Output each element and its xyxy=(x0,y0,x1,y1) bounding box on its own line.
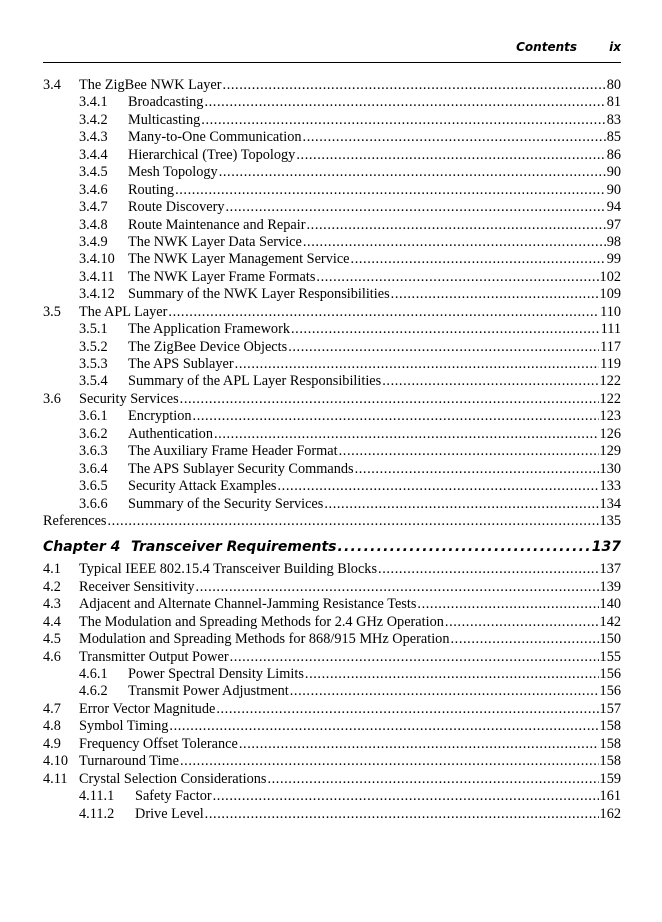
dot-leader xyxy=(303,234,606,251)
entry-number: 4.6.1 xyxy=(79,666,108,682)
entry-page-number: 80 xyxy=(606,77,621,93)
entry-page-number: 83 xyxy=(606,111,621,128)
entry-title: Routing xyxy=(128,181,175,198)
entry-number: 3.6.3 xyxy=(79,443,108,460)
dot-leader xyxy=(290,683,599,700)
dot-leader xyxy=(338,537,591,558)
entry-title: Summary of the APL Layer Responsibilities xyxy=(128,373,382,390)
entry-title: Summary of the Security Services xyxy=(128,495,324,512)
entry-number: 4.8 xyxy=(43,718,61,735)
toc-entry xyxy=(43,561,621,578)
entry-number: 4.10 xyxy=(43,753,69,770)
entry-title: Symbol Timing xyxy=(79,718,169,735)
dot-leader xyxy=(303,129,606,146)
toc-entry xyxy=(43,496,621,513)
entry-title: Security Attack Examples xyxy=(128,478,277,495)
entry-title: Security Services xyxy=(79,390,179,407)
entry-title: Transceiver Requirements xyxy=(131,539,337,556)
entry-page-number: 90 xyxy=(606,164,621,181)
entry-page-number: 162 xyxy=(599,805,621,822)
entry-number: 3.6.6 xyxy=(79,495,108,512)
toc-entry xyxy=(43,304,621,321)
toc-entry xyxy=(43,461,621,478)
chapter-heading-entry xyxy=(43,537,621,558)
dot-leader xyxy=(230,649,599,666)
toc-entry xyxy=(43,217,621,234)
entry-number: Chapter 4 xyxy=(43,539,121,556)
entry-title: The APS Sublayer Security Commands xyxy=(128,460,354,477)
header-title: Contents xyxy=(516,40,577,54)
toc-entry xyxy=(43,286,621,303)
entry-number: 3.5.3 xyxy=(79,356,108,372)
dot-leader xyxy=(239,736,599,753)
entry-title: The APS Sublayer xyxy=(128,356,234,372)
entry-number: 3.4 xyxy=(43,77,61,93)
entry-page-number: 159 xyxy=(599,770,621,787)
toc-entry xyxy=(43,443,621,460)
dot-leader xyxy=(223,77,606,94)
dot-leader xyxy=(267,771,598,788)
entry-number: 4.11 xyxy=(43,770,68,787)
dot-leader xyxy=(175,182,606,199)
entry-page-number: 122 xyxy=(599,390,621,407)
dot-leader xyxy=(296,147,605,164)
dot-leader xyxy=(316,269,598,286)
entry-title: Transmitter Output Power xyxy=(79,648,229,665)
entry-number: 4.5 xyxy=(43,631,61,648)
dot-leader xyxy=(391,286,599,303)
entry-page-number: 85 xyxy=(606,129,621,146)
entry-number: 4.3 xyxy=(43,596,61,613)
entry-title: Summary of the NWK Layer Responsibilities xyxy=(128,286,390,303)
entry-page-number: 133 xyxy=(599,478,621,495)
dot-leader xyxy=(168,304,599,321)
entry-number: 4.4 xyxy=(43,613,61,630)
toc-entry xyxy=(43,806,621,823)
entry-title: Hierarchical (Tree) Topology xyxy=(128,146,296,163)
entry-number: 3.4.8 xyxy=(79,216,108,233)
dot-leader xyxy=(278,478,599,495)
toc-entry xyxy=(43,649,621,666)
toc-entry xyxy=(43,391,621,408)
entry-page-number: 102 xyxy=(599,268,621,285)
entry-page-number: 81 xyxy=(606,94,621,111)
entry-title: Power Spectral Density Limits xyxy=(128,666,304,682)
dot-leader xyxy=(355,461,599,478)
entry-title: Drive Level xyxy=(135,805,204,822)
dot-leader xyxy=(351,251,606,268)
dot-leader xyxy=(450,631,598,648)
entry-page-number: 158 xyxy=(599,753,621,770)
dot-leader xyxy=(196,579,599,596)
dot-leader xyxy=(216,701,598,718)
entry-page-number: 150 xyxy=(599,631,621,648)
entry-number: 4.2 xyxy=(43,578,61,595)
entry-number: 3.4.4 xyxy=(79,146,108,163)
entry-page-number: 99 xyxy=(606,251,621,268)
entry-number: 4.7 xyxy=(43,700,61,717)
entry-title: The ZigBee Device Objects xyxy=(128,338,288,355)
entry-title: Frequency Offset Tolerance xyxy=(79,735,238,752)
entry-title: The NWK Layer Frame Formats xyxy=(128,268,316,285)
entry-title: The Modulation and Spreading Methods for 2.4 GHz Operation xyxy=(79,613,444,630)
entry-title: Receiver Sensitivity xyxy=(79,578,195,595)
entry-page-number: 156 xyxy=(599,666,621,682)
dot-leader xyxy=(378,561,599,578)
entry-page-number: 111 xyxy=(600,321,621,338)
toc-entry xyxy=(43,147,621,164)
entry-number: 3.4.12 xyxy=(79,286,115,303)
entry-number: 3.5 xyxy=(43,303,61,320)
entry-title: The NWK Layer Data Service xyxy=(128,233,302,250)
entry-title: Error Vector Magnitude xyxy=(79,700,216,717)
entry-page-number: 97 xyxy=(606,216,621,233)
dot-leader xyxy=(180,391,599,408)
toc-entry xyxy=(43,596,621,613)
entry-title: Encryption xyxy=(128,408,192,425)
entry-page-number: 86 xyxy=(606,146,621,163)
toc-entry xyxy=(43,234,621,251)
entry-page-number: 158 xyxy=(599,718,621,735)
entry-number: 3.6 xyxy=(43,390,61,407)
entry-page-number: 158 xyxy=(599,735,621,752)
entry-page-number: 98 xyxy=(606,233,621,250)
entry-page-number: 137 xyxy=(599,561,621,578)
toc-entry xyxy=(43,426,621,443)
entry-number: 4.11.1 xyxy=(79,788,115,805)
toc-entry xyxy=(43,356,621,373)
dot-leader xyxy=(324,496,598,513)
dot-leader xyxy=(169,718,598,735)
entry-title: Route Discovery xyxy=(128,199,225,216)
toc-entry xyxy=(43,701,621,718)
dot-leader xyxy=(201,112,605,129)
entry-page-number: 142 xyxy=(599,613,621,630)
toc-entry xyxy=(43,614,621,631)
dot-leader xyxy=(235,356,599,373)
dot-leader xyxy=(108,513,599,530)
entry-page-number: 130 xyxy=(599,460,621,477)
entry-number: 3.5.1 xyxy=(79,321,108,338)
dot-leader xyxy=(214,426,599,443)
entry-number: 3.6.4 xyxy=(79,460,108,477)
entry-title: The APL Layer xyxy=(79,303,168,320)
entry-title: Mesh Topology xyxy=(128,164,218,181)
entry-title: Authentication xyxy=(128,425,213,442)
entry-page-number: 119 xyxy=(600,356,621,372)
dot-leader xyxy=(339,443,599,460)
toc-entry xyxy=(43,666,621,683)
entry-page-number: 135 xyxy=(599,512,621,529)
toc-entry xyxy=(43,718,621,735)
entry-page-number: 155 xyxy=(599,648,621,665)
entry-page-number: 161 xyxy=(599,788,621,805)
toc-entry xyxy=(43,129,621,146)
dot-leader xyxy=(213,788,599,805)
toc-entry xyxy=(43,753,621,770)
entry-title: The Application Framework xyxy=(128,321,290,338)
entry-title: Safety Factor xyxy=(135,788,212,805)
entry-title: The Auxiliary Frame Header Format xyxy=(128,443,338,460)
dot-leader xyxy=(288,339,599,356)
entry-number: 3.4.1 xyxy=(79,94,108,111)
entry-title: Transmit Power Adjustment xyxy=(128,683,289,700)
entry-page-number: 126 xyxy=(599,425,621,442)
toc-entry xyxy=(43,77,621,94)
entry-title: Turnaround Time xyxy=(79,753,179,770)
entry-number: 4.9 xyxy=(43,735,61,752)
entry-number: 3.6.5 xyxy=(79,478,108,495)
toc-entry xyxy=(43,788,621,805)
entry-number: 3.4.9 xyxy=(79,233,108,250)
toc-entry xyxy=(43,199,621,216)
entry-number: 3.6.2 xyxy=(79,425,108,442)
entry-page-number: 94 xyxy=(606,199,621,216)
entry-title: Route Maintenance and Repair xyxy=(128,216,306,233)
entry-title: Adjacent and Alternate Channel-Jamming Resistance Tests xyxy=(79,596,417,613)
entry-title: The ZigBee NWK Layer xyxy=(79,77,222,93)
table-of-contents xyxy=(43,77,621,823)
toc-entry xyxy=(43,736,621,753)
entry-title: Crystal Selection Considerations xyxy=(79,770,267,787)
toc-entry xyxy=(43,321,621,338)
running-header xyxy=(43,38,621,63)
dot-leader xyxy=(204,94,605,111)
entry-number: 3.5.4 xyxy=(79,373,108,390)
dot-leader xyxy=(445,614,599,631)
entry-page-number: 156 xyxy=(599,683,621,700)
entry-title: Many-to-One Communication xyxy=(128,129,302,146)
dot-leader xyxy=(193,408,599,425)
toc-entry xyxy=(43,269,621,286)
toc-entry xyxy=(43,631,621,648)
toc-entry xyxy=(43,339,621,356)
entry-number: 4.6 xyxy=(43,648,61,665)
entry-number: 3.4.7 xyxy=(79,199,108,216)
toc-entry xyxy=(43,513,621,530)
entry-page-number: 134 xyxy=(599,495,621,512)
entry-page-number: 129 xyxy=(599,443,621,460)
toc-entry xyxy=(43,579,621,596)
entry-page-number: 123 xyxy=(599,408,621,425)
entry-page-number: 110 xyxy=(600,303,621,320)
entry-page-number: 109 xyxy=(599,286,621,303)
entry-title: References xyxy=(43,512,107,529)
entry-page-number: 140 xyxy=(599,596,621,613)
dot-leader xyxy=(180,753,599,770)
entry-page-number: 137 xyxy=(591,539,621,556)
toc-entry xyxy=(43,94,621,111)
dot-leader xyxy=(205,806,599,823)
entry-number: 3.4.5 xyxy=(79,164,108,181)
entry-title: Multicasting xyxy=(128,111,201,128)
entry-page-number: 139 xyxy=(599,578,621,595)
entry-page-number: 157 xyxy=(599,700,621,717)
entry-title: The NWK Layer Management Service xyxy=(128,251,350,268)
toc-entry xyxy=(43,683,621,700)
dot-leader xyxy=(225,199,605,216)
toc-entry xyxy=(43,373,621,390)
entry-number: 3.6.1 xyxy=(79,408,108,425)
toc-entry xyxy=(43,251,621,268)
dot-leader xyxy=(306,217,605,234)
entry-title: Modulation and Spreading Methods for 868/915 MHz Operation xyxy=(79,631,450,648)
toc-entry xyxy=(43,112,621,129)
toc-entry xyxy=(43,164,621,181)
entry-number: 3.4.2 xyxy=(79,111,108,128)
entry-title: Broadcasting xyxy=(128,94,204,111)
entry-number: 4.1 xyxy=(43,561,61,578)
toc-entry xyxy=(43,771,621,788)
entry-number: 3.4.3 xyxy=(79,129,108,146)
entry-title: Typical IEEE 802.15.4 Transceiver Building Blocks xyxy=(79,561,378,578)
entry-number: 3.4.11 xyxy=(79,268,115,285)
entry-number: 3.4.6 xyxy=(79,181,108,198)
entry-number: 3.5.2 xyxy=(79,338,108,355)
entry-page-number: 90 xyxy=(606,181,621,198)
toc-entry xyxy=(43,408,621,425)
toc-entry xyxy=(43,478,621,495)
dot-leader xyxy=(219,164,606,181)
header-page-number: ix xyxy=(609,40,621,54)
entry-page-number: 122 xyxy=(599,373,621,390)
entry-number: 4.6.2 xyxy=(79,683,108,700)
dot-leader xyxy=(291,321,600,338)
entry-number: 3.4.10 xyxy=(79,251,115,268)
entry-number: 4.11.2 xyxy=(79,805,115,822)
toc-entry xyxy=(43,182,621,199)
dot-leader xyxy=(417,596,598,613)
entry-page-number: 117 xyxy=(600,338,621,355)
dot-leader xyxy=(305,666,599,683)
dot-leader xyxy=(382,373,598,390)
